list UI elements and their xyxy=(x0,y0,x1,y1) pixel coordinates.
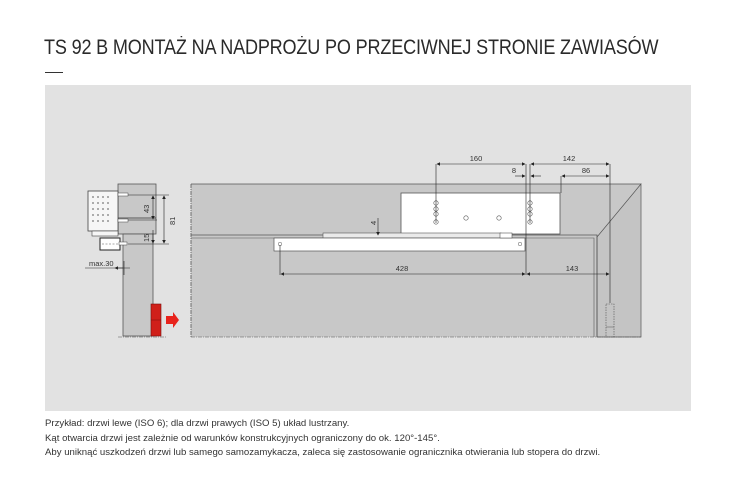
dim-86: 86 xyxy=(581,166,591,175)
note-line: Przykład: drzwi lewe (ISO 6); dla drzwi prawych (ISO 5) układ lustrzany. xyxy=(45,418,350,429)
page-title: TS 92 B MONTAŻ NA NADPROŻU PO PRZECIWNEJ STRONIE ZAWIASÓW xyxy=(44,36,659,59)
installation-diagram xyxy=(45,85,691,411)
dim-143: 143 xyxy=(565,264,579,273)
dim-8: 8 xyxy=(511,166,517,175)
dim-142: 142 xyxy=(562,154,576,163)
slide-rail xyxy=(274,238,525,251)
dim-428: 428 xyxy=(395,264,409,273)
dim-81: 81 xyxy=(168,216,177,225)
title-underline xyxy=(45,72,63,73)
closer-body xyxy=(401,193,560,234)
front-view xyxy=(191,154,641,337)
opening-direction-arrow-icon xyxy=(166,312,179,328)
dim-4: 4 xyxy=(369,220,378,225)
dim-160: 160 xyxy=(469,154,483,163)
dim-15: 15 xyxy=(142,233,151,242)
note-line: Kąt otwarcia drzwi jest zależnie od warunków konstrukcyjnych ograniczony do ok. 120°-145°. xyxy=(45,432,440,444)
installation-notes xyxy=(45,417,600,461)
dim-43: 43 xyxy=(142,204,151,213)
note-line: Aby uniknąć uszkodzeń drzwi lub samego samozamykacza, zaleca się zastosowanie ogranicznika otwierania lub stopera do drzwi. xyxy=(45,447,601,458)
side-view xyxy=(85,184,179,337)
dim-max30: max.30 xyxy=(89,259,114,268)
